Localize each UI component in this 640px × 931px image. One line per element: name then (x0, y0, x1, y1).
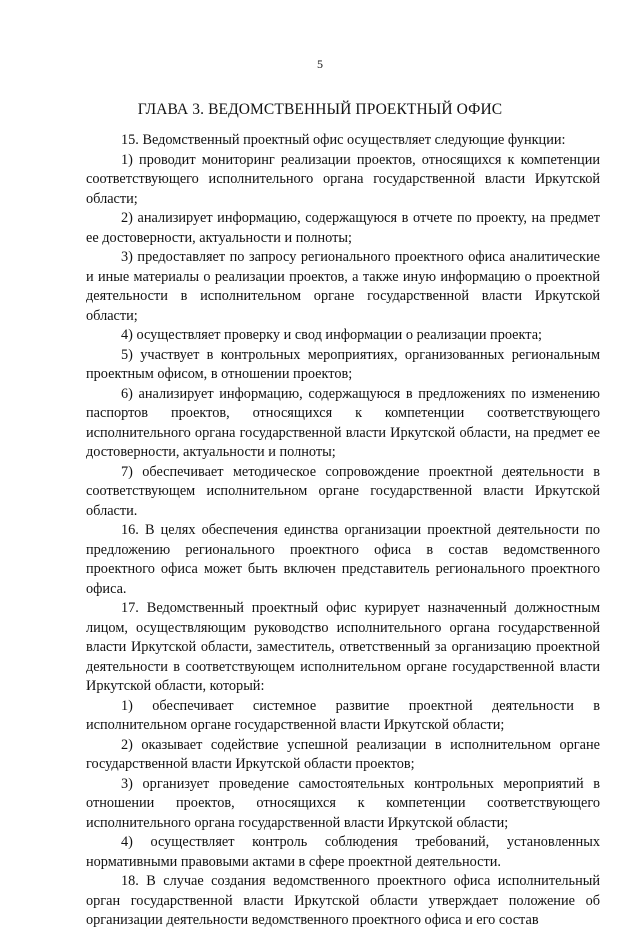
paragraph-17-item-3: 3) организует проведение самостоятельных контрольных мероприятий в отношении проектов, относящихся к компетенции соответствующего исполнительного органа государственной власти Иркутской области; (86, 775, 600, 831)
paragraph-15-item-5: 5) участвует в контрольных мероприятиях, организованных региональным проектным офисом, в отношении проектов; (86, 346, 600, 382)
paragraph-15-item-7: 7) обеспечивает методическое сопровождение проектной деятельности в соответствующем исполнительном органе государственной власти Иркутской области. (86, 463, 600, 519)
paragraph-15: 15. Ведомственный проектный офис осуществляет следующие функции: (121, 132, 566, 148)
paragraph-15-item-4: 4) осуществляет проверку и свод информации о реализации проекта; (121, 327, 543, 343)
paragraph-16: 16. В целях обеспечения единства организации проектной деятельности по предложению регионального проектного офиса в состав ведомственного проектного офиса может быть включен представитель регионального проектного офиса. (86, 522, 600, 597)
paragraph-17-item-1: 1) обеспечивает системное развитие проектной деятельности в исполнительном органе государственной власти Иркутской области; (86, 697, 600, 733)
paragraph-15-item-1: 1) проводит мониторинг реализации проектов, относящихся к компетенции соответствующего исполнительного органа государственной власти Иркутской области; (86, 151, 600, 207)
paragraph-17-item-2: 2) оказывает содействие успешной реализации в исполнительном органе государственной власти Иркутской области проектов; (86, 736, 600, 772)
document-body (86, 131, 600, 931)
paragraph-17: 17. Ведомственный проектный офис курирует назначенный должностным лицом, осуществляющим руководство исполнительного органа государственной власти Иркутской области, заместитель, ответственный за организацию проектной деятельности в соответствующем исполнительном органе государственной власти Иркутской области, который: (86, 600, 600, 694)
chapter-title: ГЛАВА 3. ВЕДОМСТВЕННЫЙ ПРОЕКТНЫЙ ОФИС (137, 101, 503, 118)
paragraph-15-item-3: 3) предоставляет по запросу регионального проектного офиса аналитические и иные материалы о реализации проектов, а также иную информацию о проектной деятельности в исполнительном органе государственной власти Иркутской области; (86, 249, 600, 324)
paragraph-18: 18. В случае создания ведомственного проектного офиса исполнительный орган государственной власти Иркутской области утверждает положение об организации деятельности ведомственного проектного офиса и его состав (86, 873, 600, 928)
page-number: 5 (317, 57, 323, 71)
paragraph-17-item-4: 4) осуществляет контроль соблюдения требований, установленных нормативными правовыми актами в сфере проектной деятельности. (86, 834, 600, 870)
paragraph-15-item-6: 6) анализирует информацию, содержащуюся в предложениях по изменению паспортов проектов, относящихся к компетенции соответствующего исполнительного органа государственной власти Иркутской области, на предмет ее достоверности, актуальности и полноты; (86, 385, 600, 460)
paragraph-15-item-2: 2) анализирует информацию, содержащуюся в отчете по проекту, на предмет ее достоверности, актуальности и полноты; (86, 210, 600, 246)
